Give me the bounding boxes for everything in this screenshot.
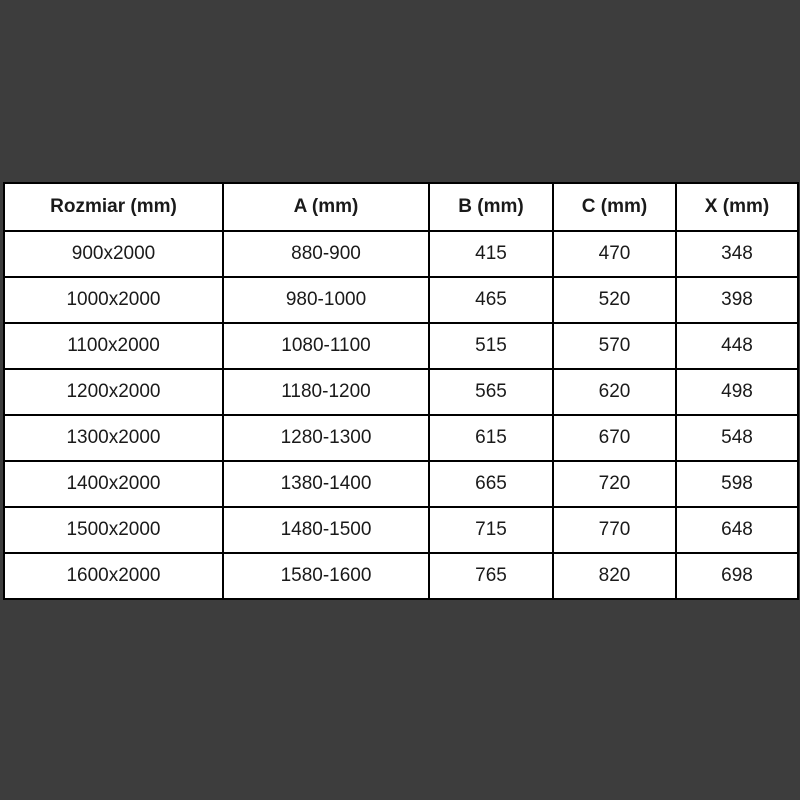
cell-x: 598 bbox=[676, 461, 798, 507]
header-cell-a: A (mm) bbox=[223, 183, 429, 231]
cell-rozmiar: 1000x2000 bbox=[4, 277, 223, 323]
cell-a: 1380-1400 bbox=[223, 461, 429, 507]
cell-rozmiar: 1100x2000 bbox=[4, 323, 223, 369]
cell-c: 570 bbox=[553, 323, 676, 369]
cell-c: 820 bbox=[553, 553, 676, 599]
table-row bbox=[4, 231, 798, 277]
cell-b: 565 bbox=[429, 369, 553, 415]
header-row bbox=[4, 183, 798, 231]
cell-rozmiar: 1600x2000 bbox=[4, 553, 223, 599]
header-cell-rozmiar: Rozmiar (mm) bbox=[4, 183, 223, 231]
cell-b: 765 bbox=[429, 553, 553, 599]
cell-x: 648 bbox=[676, 507, 798, 553]
cell-x: 498 bbox=[676, 369, 798, 415]
cell-b: 465 bbox=[429, 277, 553, 323]
size-spec-table bbox=[3, 182, 799, 600]
cell-a: 1080-1100 bbox=[223, 323, 429, 369]
cell-x: 448 bbox=[676, 323, 798, 369]
cell-x: 398 bbox=[676, 277, 798, 323]
header-cell-x: X (mm) bbox=[676, 183, 798, 231]
cell-rozmiar: 1200x2000 bbox=[4, 369, 223, 415]
cell-b: 415 bbox=[429, 231, 553, 277]
cell-b: 715 bbox=[429, 507, 553, 553]
cell-x: 698 bbox=[676, 553, 798, 599]
header-cell-b: B (mm) bbox=[429, 183, 553, 231]
cell-c: 520 bbox=[553, 277, 676, 323]
cell-c: 720 bbox=[553, 461, 676, 507]
cell-rozmiar: 900x2000 bbox=[4, 231, 223, 277]
cell-a: 1180-1200 bbox=[223, 369, 429, 415]
cell-a: 1580-1600 bbox=[223, 553, 429, 599]
cell-a: 980-1000 bbox=[223, 277, 429, 323]
cell-b: 515 bbox=[429, 323, 553, 369]
cell-a: 880-900 bbox=[223, 231, 429, 277]
table-row bbox=[4, 277, 798, 323]
cell-a: 1480-1500 bbox=[223, 507, 429, 553]
cell-c: 770 bbox=[553, 507, 676, 553]
size-spec-table-container bbox=[3, 182, 797, 600]
cell-rozmiar: 1400x2000 bbox=[4, 461, 223, 507]
table-row bbox=[4, 323, 798, 369]
header-cell-c: C (mm) bbox=[553, 183, 676, 231]
cell-rozmiar: 1500x2000 bbox=[4, 507, 223, 553]
table-row bbox=[4, 461, 798, 507]
cell-c: 670 bbox=[553, 415, 676, 461]
table-row bbox=[4, 507, 798, 553]
cell-c: 620 bbox=[553, 369, 676, 415]
cell-x: 548 bbox=[676, 415, 798, 461]
table-row bbox=[4, 369, 798, 415]
cell-x: 348 bbox=[676, 231, 798, 277]
cell-a: 1280-1300 bbox=[223, 415, 429, 461]
table-row bbox=[4, 415, 798, 461]
cell-b: 665 bbox=[429, 461, 553, 507]
cell-b: 615 bbox=[429, 415, 553, 461]
cell-c: 470 bbox=[553, 231, 676, 277]
cell-rozmiar: 1300x2000 bbox=[4, 415, 223, 461]
table-row bbox=[4, 553, 798, 599]
